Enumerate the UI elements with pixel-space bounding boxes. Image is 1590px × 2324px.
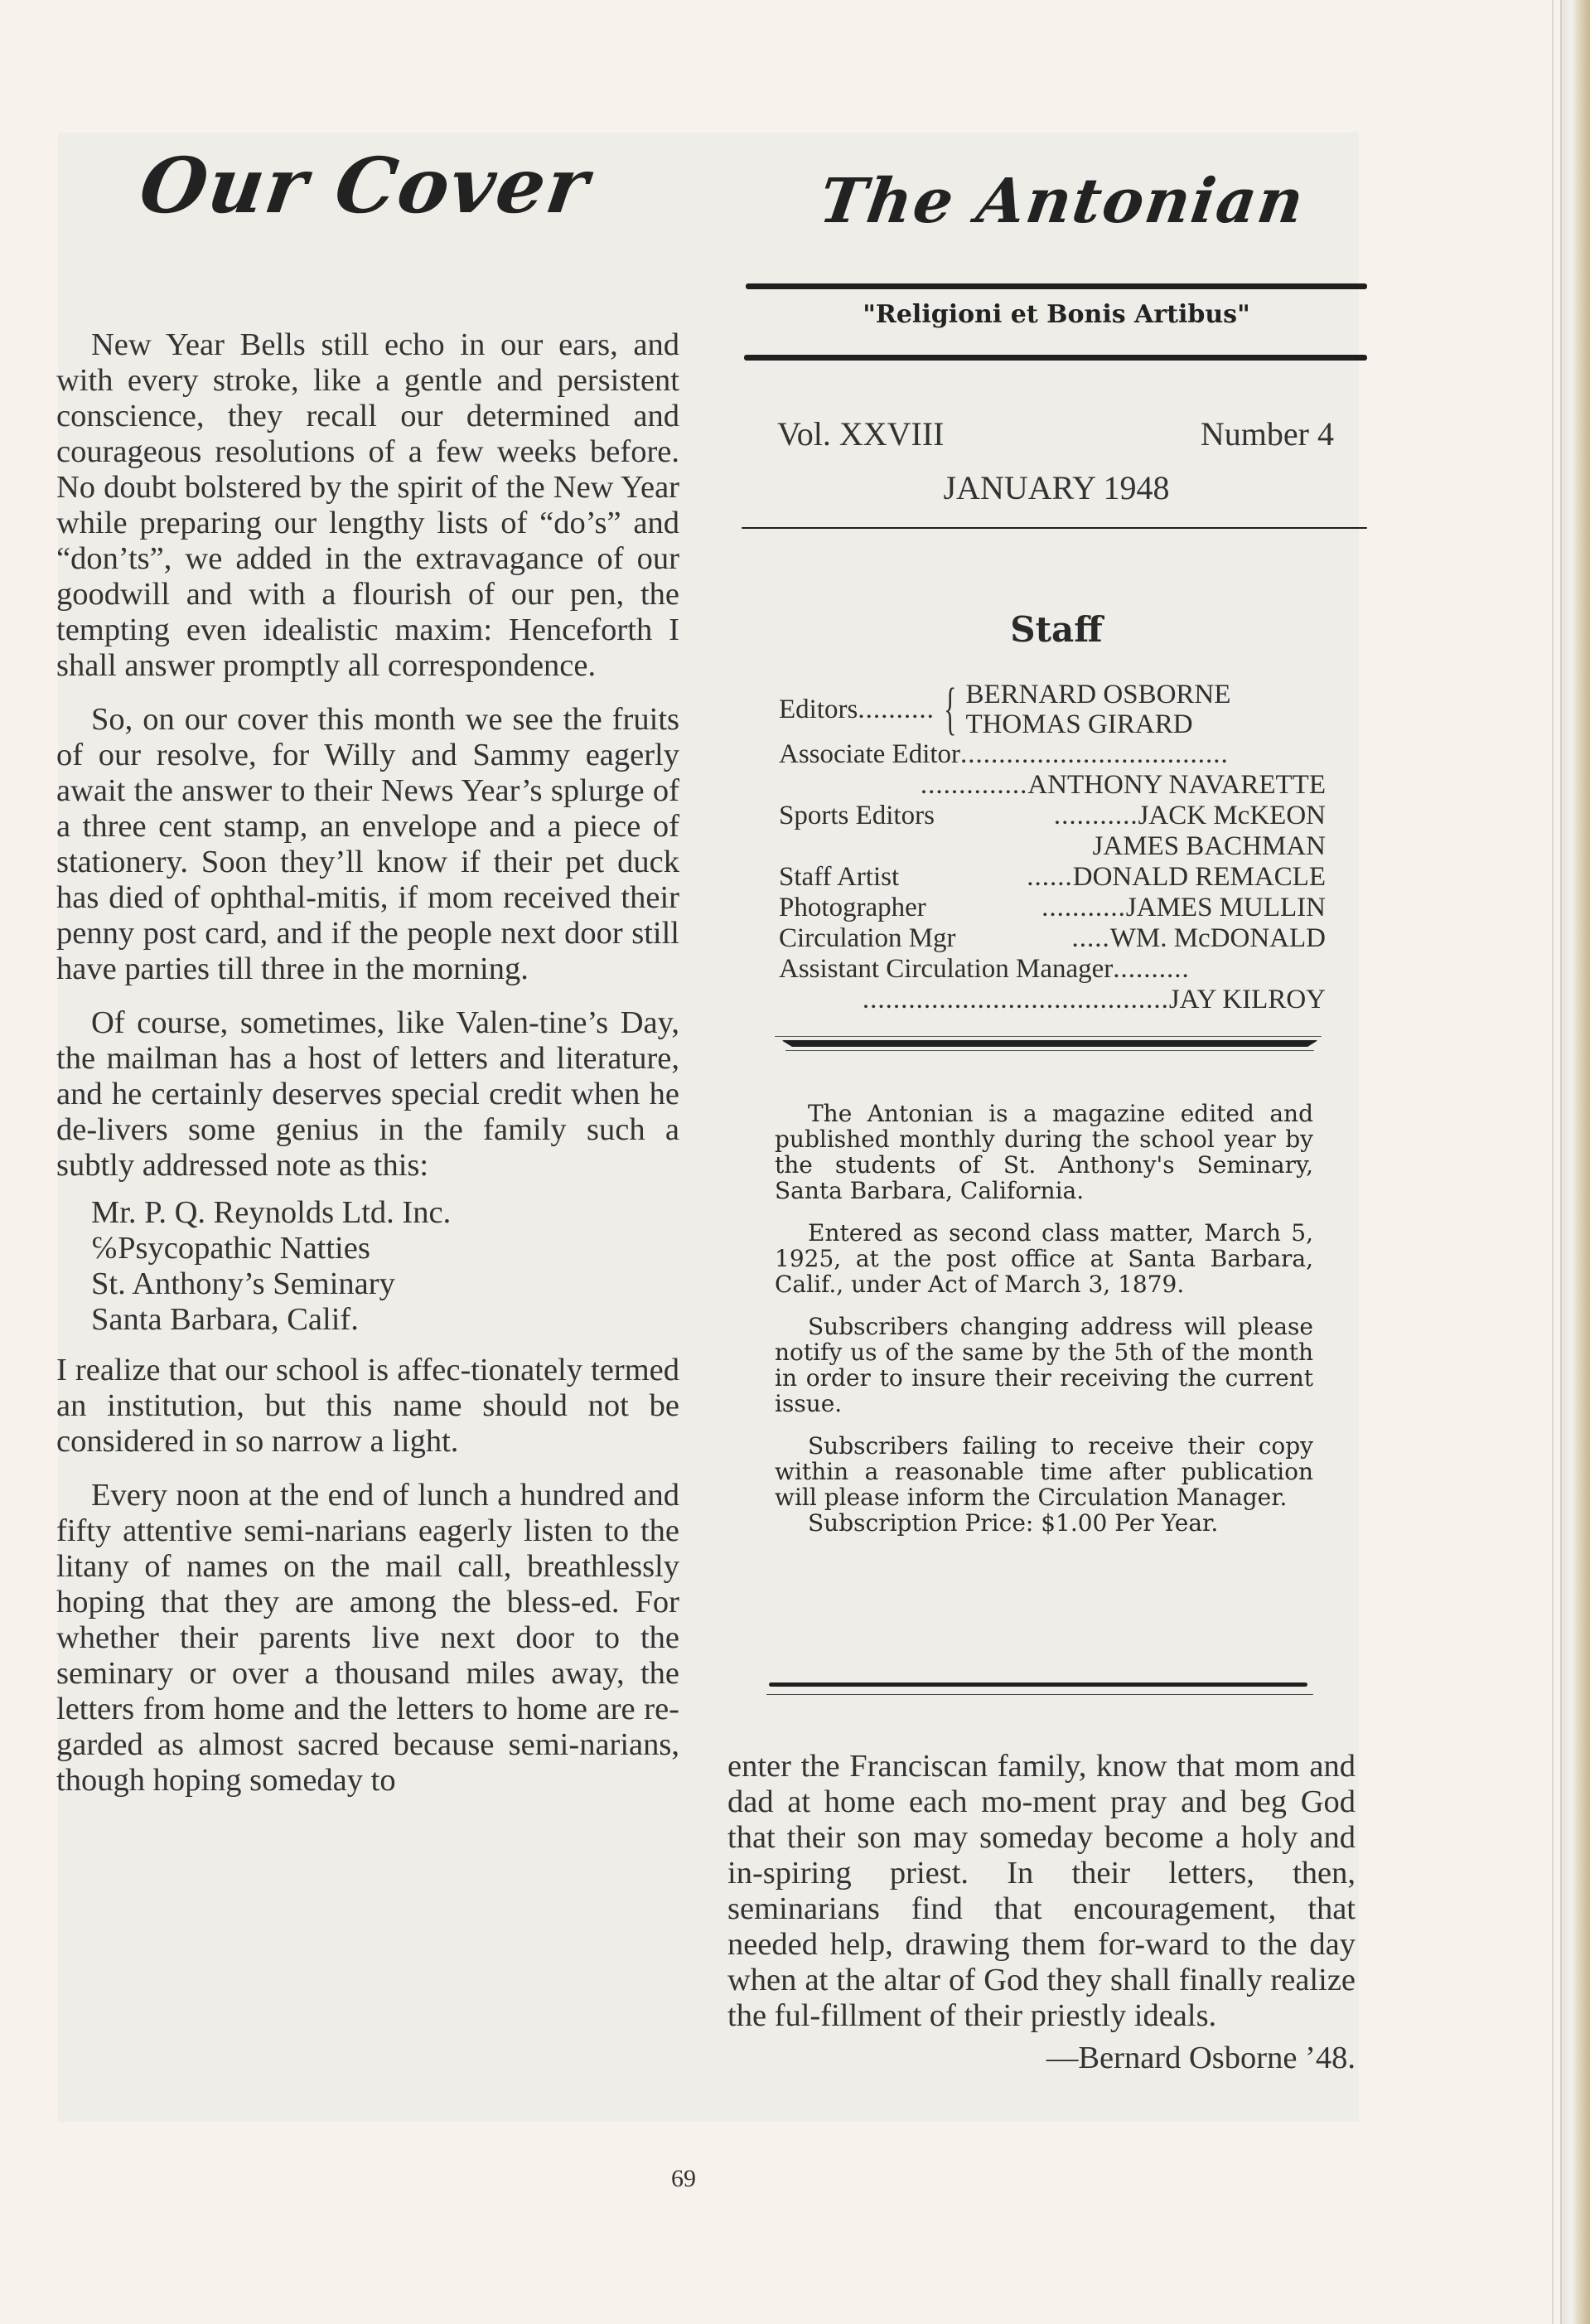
staff-name: WM. McDONALD [1109,923,1326,953]
article-column-left [56,327,679,1817]
info-rule-thin [766,1694,1313,1695]
issue-date: JANUARY 1948 [943,469,1170,506]
staff-value [1027,862,1326,893]
staff-name: JACK McKEON [1138,801,1326,830]
staff-role: Associate Editor [779,739,961,769]
address-line: Mr. P. Q. Reynolds Ltd. Inc. [91,1195,452,1230]
article-column-right [727,1749,1356,2076]
leader-dots: .............. [920,770,1028,800]
staff-value [1113,954,1190,985]
mailing-address [91,1195,679,1338]
volume-label: Vol. XXVIII [777,415,945,453]
staff-row [779,831,1326,862]
staff-row [779,893,1326,923]
leader-dots: ................................... [960,739,1229,769]
staff-role: Sports Editors [779,801,935,830]
address-line: St. Anthony’s Seminary [91,1266,395,1301]
staff-row [779,801,1326,831]
publication-info [775,1101,1313,1552]
staff-list [779,677,1326,1015]
editors-label: Editors [779,694,858,724]
staff-role: Photographer [779,893,926,922]
staff-value [863,985,1326,1015]
leader-dots: ........................................ [862,985,1169,1014]
leader-dots: ..... [1071,923,1110,953]
staff-row [779,770,1326,801]
staff-name: JAMES BACHMAN [1092,831,1326,861]
page-number: 69 [671,2165,696,2192]
staff-row [779,985,1326,1015]
staff-name: JAMES MULLIN [1125,893,1326,922]
leader-dots: ........... [1053,801,1138,830]
staff-value [921,770,1326,801]
info-paragraph: Entered as second class matter, March 5, 1925, at the post office at Santa Barbara, Calif., under Act of March 3, 1879. [775,1219,1313,1298]
address-line: Santa Barbara, Calif. [91,1302,359,1337]
subscription-price: Subscription Price: $1.00 Per Year. [808,1509,1219,1537]
issue-rule [742,527,1367,529]
staff-rule-thick [781,1040,1318,1047]
staff-row-editors [779,677,1326,741]
staff-row [779,954,1326,985]
article-paragraph: enter the Franciscan family, know that mom and dad at home each mo-ment pray and beg God that their son may someday become a holy and in-spiring priest. In their letters, then, seminarians find that encouragement, that needed help, drawing them for-ward to the day when at the altar of God they shall finally realize the ful-fillment of their priestly ideals. [727,1749,1356,2033]
info-paragraph: Subscribers failing to receive their copy within a reasonable time after publication will please inform the Circulation Manager. [775,1432,1313,1511]
staff-role: Staff Artist [779,862,900,892]
article-heading: Our Cover [134,141,596,230]
info-paragraph: The Antonian is a magazine edited and published monthly during the school year by the students of St. Anthony's Seminary, Santa Barbara, California. [775,1100,1313,1204]
leader-dots: ........... [1041,893,1126,922]
staff-name: JAY KILROY [1168,985,1326,1014]
article-paragraph: Every noon at the end of lunch a hundred and fifty attentive semi-narians eagerly listen to the litany of names on the mail call, breathlessly hoping that they are among the bless-ed. For whether their parents live next door to the seminary or over a thousand miles away, the letters from home and the letters to home are re-garded as almost sacred because semi-narians, though hoping someday to [56,1478,679,1798]
binding-spine [1560,0,1590,2324]
staff-role: Circulation Mgr [779,923,956,953]
masthead-motto: "Religioni et Bonis Artibus" [863,300,1250,329]
article-paragraph: New Year Bells still echo in our ears, and with every stroke, like a gentle and persistent conscience, they recall our determined and courageous resolutions of a few weeks before. No doubt bolstered by the spirit of the New Year while preparing our lengthy lists of “do’s” and “don’ts”, we added in the extravagance of our goodwill and with a flourish of our pen, the tempting even idealistic maxim: Henceforth I shall answer promptly all correspondence. [56,327,679,683]
staff-value [1071,923,1326,954]
editor-name: THOMAS GIRARD [965,709,1193,739]
info-rule-thick [769,1682,1307,1687]
info-paragraph: Subscribers changing address will please notify us of the same by the 5th of the month in order to insure their receiving the current issue. [775,1313,1313,1417]
masthead-rule-top [746,283,1367,289]
editor-name: BERNARD OSBORNE [965,680,1231,709]
staff-value [1054,801,1326,831]
address-line: ℅Psycopathic Natties [91,1231,370,1266]
staff-value [1093,831,1326,862]
staff-heading: Staff [1010,609,1103,650]
editors-dots: .......... [858,694,935,724]
staff-value [960,739,1229,770]
issue-number: Number 4 [1200,415,1334,453]
leader-dots: ...... [1027,862,1073,892]
brace-icon: { [944,677,957,741]
author-signature: —Bernard Osborne ’48. [1046,2041,1356,2075]
staff-row [779,739,1326,770]
staff-name: ANTHONY NAVARETTE [1027,770,1326,800]
article-paragraph: I realize that our school is affec-tionately termed an institution, but this name should not be considered in so narrow a light. [56,1353,679,1459]
leader-dots: .......... [1113,954,1190,984]
article-paragraph: Of course, sometimes, like Valen-tine’s Day, the mailman has a host of letters and literature, and he certainly deserves special credit when he de-livers some genius in the family such a subtly addressed note as this: [56,1005,679,1183]
staff-value [1041,893,1326,923]
masthead-title: The Antonian [814,166,1310,237]
article-paragraph: So, on our cover this month we see the fruits of our resolve, for Willy and Sammy eagerly await the answer to their News Year’s splurge of a three cent stamp, an envelope and a piece of stationery. Soon they’ll know if their pet duck has died of ophthal-mitis, if mom received their penny post card, and if the people next door still have parties till three in the morning. [56,702,679,986]
staff-name: DONALD REMACLE [1072,862,1326,892]
staff-rule-thin-bottom [785,1050,1314,1051]
masthead-rule-bottom [744,355,1367,361]
staff-rows [779,739,1326,1015]
staff-row [779,862,1326,893]
page-edge-line [1552,0,1554,2324]
issue-line [777,414,1334,453]
editors-names [965,680,1230,739]
staff-row [779,923,1326,954]
staff-rule-thin-top [775,1036,1322,1037]
staff-role: Assistant Circulation Manager [779,954,1114,984]
